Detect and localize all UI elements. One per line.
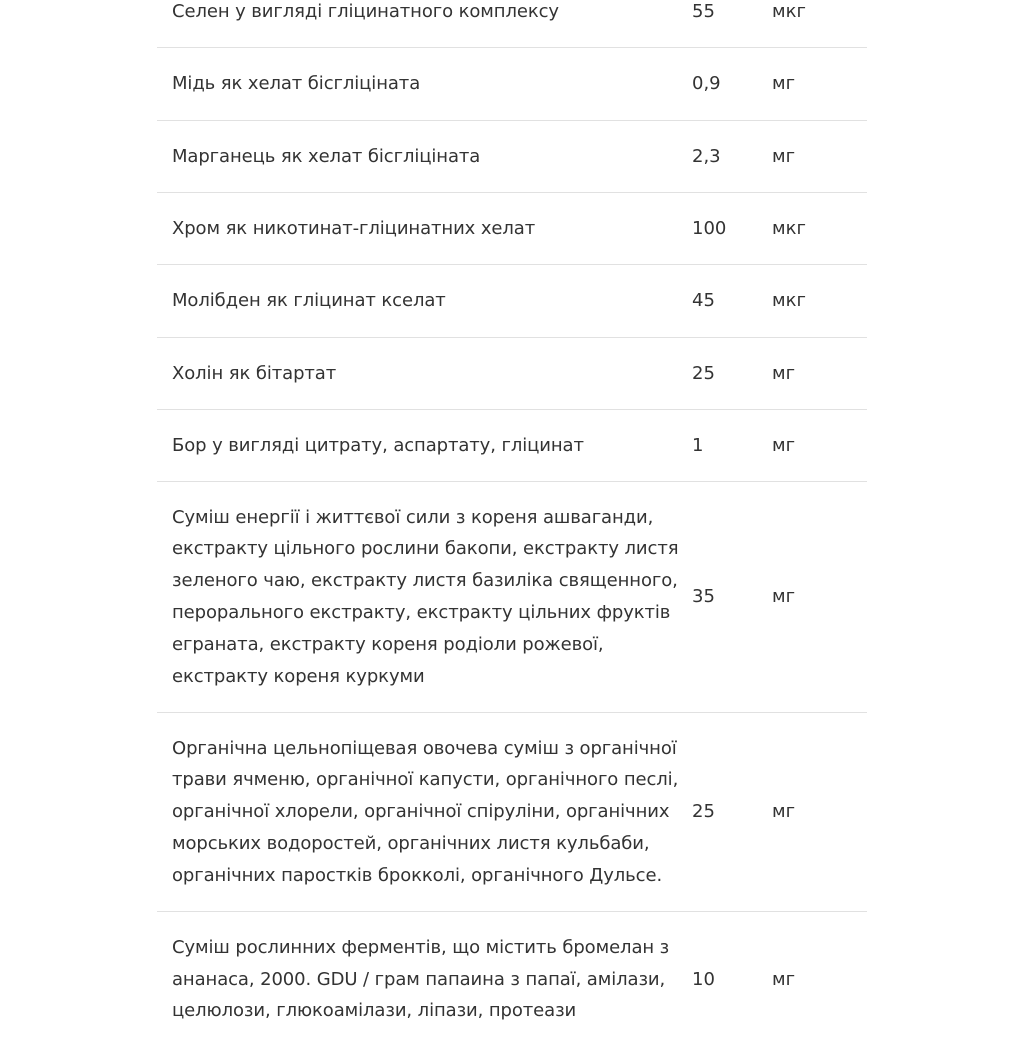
table-row [157, 338, 867, 410]
ingredient-amount: 2,3 [692, 145, 721, 167]
table-row [157, 121, 867, 193]
ingredient-unit: мг [772, 362, 796, 384]
table-row [157, 482, 867, 713]
ingredient-amount: 100 [692, 217, 727, 239]
ingredient-name: Бор у вигляді цитрату, аспартату, гліцинат [172, 434, 584, 456]
ingredient-amount: 25 [692, 362, 715, 384]
ingredient-name: Суміш енергії і життєвої сили з кореня ашваганди, екстракту цільного рослини бакопи, екстракту листя зеленого чаю, екстракту листя базиліка священного, перорального екстракту, екстракту цільних фруктів еграната, екстракту кореня родіоли рожевої, екстракту кореня куркуми [172, 506, 679, 687]
ingredient-name: Холін як бітартат [172, 362, 337, 384]
table-row [157, 713, 867, 912]
ingredient-name: Молібден як гліцинат кселат [172, 290, 446, 312]
ingredient-name: Селен у вигляді гліцинатного комплексу [172, 0, 559, 22]
ingredient-amount: 55 [692, 0, 715, 22]
ingredient-name: Хром як никотинат-гліцинатних хелат [172, 217, 536, 239]
ingredient-amount: 1 [692, 434, 704, 456]
ingredient-amount: 10 [692, 968, 715, 990]
supplement-facts-table [157, 0, 867, 1047]
ingredient-name: Органічна цельнопіщевая овочева суміш з органічної трави ячменю, органічної капусти, органічного песлі, органічної хлорели, органічної спіруліни, органічних морських водоростей, органічних листя кульбаби, органічних паростків брокколі, органічного Дульсе. [172, 737, 679, 886]
ingredient-name: Мідь як хелат бісгліціната [172, 73, 421, 95]
ingredient-unit: мкг [772, 290, 806, 312]
ingredient-unit: мг [772, 586, 796, 608]
table-row [157, 0, 867, 48]
ingredient-amount: 0,9 [692, 73, 721, 95]
ingredient-amount: 25 [692, 801, 715, 823]
table-row [157, 193, 867, 265]
ingredient-unit: мг [772, 968, 796, 990]
table-row [157, 265, 867, 338]
ingredient-name: Марганець як хелат бісгліціната [172, 145, 481, 167]
ingredient-name: Суміш рослинних ферментів, що містить бромелан з ананаса, 2000. GDU / грам папаина з папаї, амілази, целюлози, глюкоамілази, ліпази, протеази [172, 936, 670, 1022]
ingredient-unit: мг [772, 145, 796, 167]
ingredient-unit: мкг [772, 217, 806, 239]
ingredient-unit: мг [772, 434, 796, 456]
table-row [157, 410, 867, 482]
ingredient-amount: 35 [692, 586, 715, 608]
ingredient-unit: мкг [772, 0, 806, 22]
ingredient-unit: мг [772, 73, 796, 95]
table-row [157, 48, 867, 121]
ingredient-unit: мг [772, 801, 796, 823]
ingredient-amount: 45 [692, 290, 715, 312]
table-row [157, 912, 867, 1047]
